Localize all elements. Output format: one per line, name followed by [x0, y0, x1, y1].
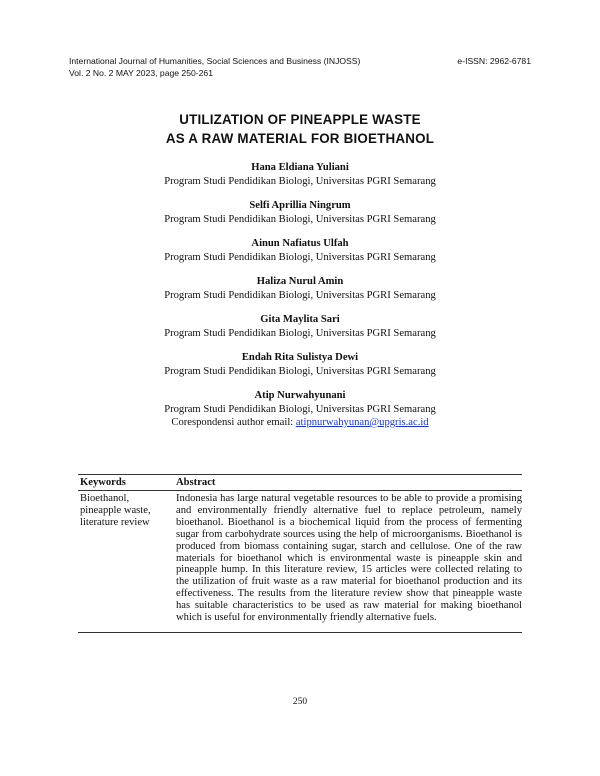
- author-affiliation: Program Studi Pendidikan Biologi, Universitas PGRI Semarang: [164, 327, 436, 339]
- title-line-2: AS A RAW MATERIAL FOR BIOETHANOL: [165, 131, 435, 146]
- author-affiliation: Program Studi Pendidikan Biologi, Universitas PGRI Semarang: [164, 365, 436, 377]
- running-header: [69, 55, 531, 79]
- correspondence-label: Corespondensi author email:: [171, 417, 296, 428]
- author-name: Gita Maylita Sari: [260, 314, 340, 325]
- author-block: [0, 237, 600, 264]
- author-name: Hana Eldiana Yuliani: [251, 162, 349, 173]
- author-block: [0, 199, 600, 226]
- paper-title: [0, 110, 600, 148]
- keyword: literature review: [80, 516, 150, 528]
- author-name: Selfi Aprillia Ningrum: [249, 200, 351, 211]
- author-name: Endah Rita Sulistya Dewi: [241, 352, 359, 363]
- author-affiliation: Program Studi Pendidikan Biologi, Universitas PGRI Semarang: [164, 403, 436, 415]
- author-affiliation: Program Studi Pendidikan Biologi, Universitas PGRI Semarang: [164, 251, 436, 263]
- author-affiliation: Program Studi Pendidikan Biologi, Universitas PGRI Semarang: [164, 213, 436, 225]
- title-line-1: UTILIZATION OF PINEAPPLE WASTE: [179, 112, 421, 127]
- correspondence-email-link[interactable]: atipnurwahyunan@upgris.ac.id: [295, 417, 429, 428]
- author-list: [0, 161, 600, 430]
- author-affiliation: Program Studi Pendidikan Biologi, Universitas PGRI Semarang: [164, 175, 436, 187]
- author-block: [0, 161, 600, 188]
- abstract-text: Indonesia has large natural vegetable resources to be able to provide a promising and environmentally friendly alternative fuel to replace petroleum, namely bioethanol. Bioethanol is a biochemical liquid from the process of fermenting sugar from carbohydrate sources using the help of microorganisms. Bioethanol is produced from biomass containing sugar, starch and cellulose. One of the raw materials for bioethanol which is environmental waste is pineapple skin and pineapple hump. In this literature review, 15 articles were collected relating to the utilization of fruit waste as a raw material for bioethanol production and its effectiveness. The results from the literature review show that pineapple waste has suitable characteristics to be used as raw material for making bioethanol which is useful for environmentally friendly alternative fuels.: [176, 493, 522, 624]
- author-name: Ainun Nafiatus Ulfah: [251, 238, 349, 249]
- author-block: [0, 313, 600, 340]
- author-block: [0, 389, 600, 430]
- keyword: pineapple waste,: [80, 504, 151, 516]
- header-row: [69, 55, 531, 67]
- abstract-bottom-rule: [78, 632, 522, 633]
- journal-name: International Journal of Humanities, Social Sciences and Business (INJOSS): [69, 56, 361, 66]
- abstract-header: Abstract: [176, 477, 216, 488]
- abstract-table-header: [78, 475, 522, 491]
- volume-info: Vol. 2 No. 2 MAY 2023, page 250-261: [69, 68, 213, 78]
- keywords-list: [78, 493, 176, 624]
- page-number: 250: [292, 697, 308, 707]
- author-block: [0, 351, 600, 378]
- abstract-table: [78, 474, 522, 633]
- issn: e-ISSN: 2962-6781: [457, 56, 531, 66]
- keywords-header: Keywords: [80, 477, 126, 488]
- keyword: Bioethanol,: [80, 493, 130, 504]
- abstract-table-body: [78, 491, 522, 624]
- correspondence-line: [0, 416, 600, 430]
- author-name: Atip Nurwahyunani: [254, 390, 346, 401]
- author-block: [0, 275, 600, 302]
- author-affiliation: Program Studi Pendidikan Biologi, Universitas PGRI Semarang: [164, 289, 436, 301]
- abstract-cell: [176, 493, 522, 624]
- author-name: Haliza Nurul Amin: [256, 276, 344, 287]
